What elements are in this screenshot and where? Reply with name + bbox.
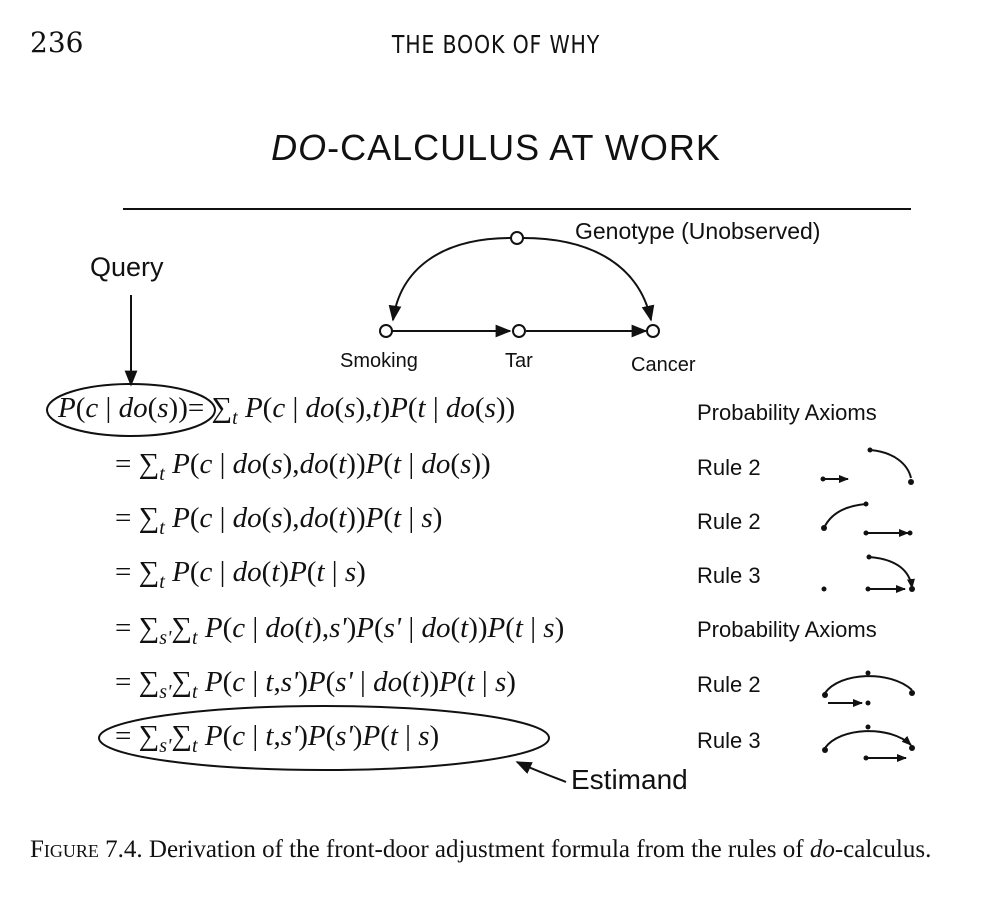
running-title: THE BOOK OF WHY: [391, 30, 601, 59]
estimand-arrow: [517, 762, 566, 782]
caption-text: Derivation of the front-door adjustment formula from the rules of: [148, 836, 810, 863]
step-7-rule: Rule 3: [697, 728, 761, 753]
step-5-expression: = $\sum_{s'}\sum_t$ P(c | do(t),s')P(s' | do(t))P(t | s): [115, 612, 565, 649]
step-6-rule: Rule 2: [697, 672, 761, 697]
step-7-expression: = $\sum_{s'}\sum_t$ P(c | t,s')P(s')P(t | s): [115, 720, 440, 757]
genotype-node: [511, 232, 523, 244]
genotype-label: Genotype (Unobserved): [575, 218, 821, 244]
genotype-to-smoking-edge: [393, 238, 511, 320]
page-number: 236: [30, 26, 84, 59]
step-6-expression: = $\sum_{s'}\sum_t$ P(c | t,s')P(s' | do(t))P(t | s): [115, 666, 516, 703]
step-7-rule-glyph: [825, 731, 911, 758]
step-2-rule: Rule 2: [697, 455, 761, 480]
tar-node: [513, 325, 525, 337]
caption-figure-label: Figure 7.4.: [30, 836, 143, 863]
caption-text-end: -calculus.: [834, 836, 932, 863]
figure-title-rest: -CALCULUS AT WORK: [327, 127, 721, 168]
estimand-oval: [99, 706, 549, 770]
step-6-rule-glyph: [825, 676, 912, 703]
smoking-label: Smoking: [340, 350, 418, 372]
query-label: Query: [90, 252, 164, 282]
step-5-rule: Probability Axioms: [697, 617, 877, 642]
smoking-node: [380, 325, 392, 337]
step-1-expression: P(c | $do(s))= \sum_t$ P(c | do(s),t)P(t | do(s)): [58, 392, 516, 429]
step-2-rule-glyph: [823, 450, 911, 479]
step-1-rule: Probability Axioms: [697, 400, 877, 425]
genotype-to-cancer-edge: [523, 238, 651, 320]
figure-caption: [30, 832, 970, 868]
step-4-rule: Rule 3: [697, 563, 761, 588]
figure-title-italic: DO: [271, 127, 328, 168]
estimand-label: Estimand: [571, 764, 688, 795]
step-3-expression: = $\sum_t$ P(c | do(s),do(t))P(t | s): [115, 502, 443, 539]
tar-label: Tar: [505, 350, 533, 372]
step-3-rule-glyph: [824, 504, 908, 533]
cancer-label: Cancer: [631, 354, 696, 376]
step-4-expression: = $\sum_t$ P(c | do(t)P(t | s): [115, 556, 366, 593]
caption-italic: do: [809, 836, 835, 863]
step-2-expression: = $\sum_t$ P(c | do(s),do(t))P(t | do(s)): [115, 448, 491, 485]
step-4-rule-glyph: [868, 557, 912, 589]
step-3-rule: Rule 2: [697, 509, 761, 534]
cancer-node: [647, 325, 659, 337]
query-oval: [47, 384, 215, 436]
